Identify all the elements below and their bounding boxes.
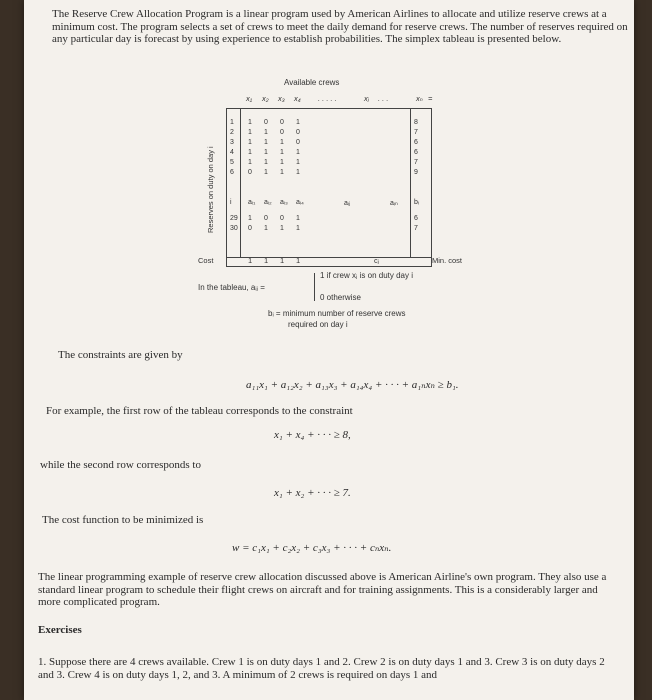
tableau-cell: 1 [280, 159, 284, 166]
row-label: 1 [230, 119, 234, 126]
tableau-cell: 1 [296, 215, 300, 222]
col-head: xₙ [416, 94, 423, 103]
tableau-grid [226, 108, 432, 258]
tableau-cell: 1 [264, 225, 268, 232]
col-head: . . . [378, 94, 389, 103]
b-definition: bᵢ = minimum number of reserve crews [268, 309, 406, 318]
rhs-value: 9 [414, 169, 418, 176]
row-label: 30 [230, 225, 238, 232]
cost-cell: 1 [296, 256, 301, 265]
rhs-value: 6 [414, 215, 418, 222]
tableau-title: Available crews [284, 78, 340, 87]
rhs-value: bᵢ [414, 199, 419, 206]
row-label: i [230, 199, 232, 206]
tableau-cell: 1 [296, 149, 300, 156]
tableau-cell: 1 [248, 159, 252, 166]
cost-cell: 1 [248, 256, 253, 265]
tableau-cell: 1 [280, 139, 284, 146]
tableau-cell: 1 [296, 159, 300, 166]
rhs-value: 8 [414, 119, 418, 126]
tableau-cell-aij: aᵢⱼ [344, 200, 351, 207]
col-head: x₂ [262, 94, 269, 103]
tableau-cell: 1 [264, 139, 268, 146]
rhs-value: 6 [414, 149, 418, 156]
tableau-cell: aᵢ₃ [280, 199, 288, 206]
tableau-cell: 1 [264, 149, 268, 156]
cost-label: Cost [198, 256, 214, 265]
rhs-value: 6 [414, 139, 418, 146]
tableau-cell: 0 [280, 129, 284, 136]
constraint-equation: a₁₁x₁ + a₁₂x₂ + a₁₃x₃ + a₁₄x₄ + · · · + a₁ₙxₙ ≥ b₁. [246, 379, 459, 391]
tableau-cell: 1 [248, 119, 252, 126]
cost-cj: cⱼ [374, 256, 380, 265]
tableau-cell: 1 [264, 129, 268, 136]
row-label-divider [240, 108, 241, 257]
second-row-text: while the second row corresponds to [40, 459, 201, 471]
tableau-cell: 1 [296, 169, 300, 176]
textbook-page [24, 0, 634, 700]
col-head: . . . . . [318, 94, 337, 103]
tableau-cell: 0 [264, 215, 268, 222]
intro-paragraph: The Reserve Crew Allocation Program is a linear program used by American Airlines to allocate and utilize reserve crews at a minimum cost. The program selects a set of crews to meet the daily demand for reserve crews. The number of reserves required on any particular day is forecast by using experience to establish probabilities. The simplex tableau is presented below. [52, 8, 628, 45]
tableau-cell: 0 [280, 119, 284, 126]
cost-intro: The cost function to be minimized is [42, 514, 204, 526]
definition-lead: In the tableau, aᵢⱼ = [198, 283, 265, 292]
closing-paragraph: The linear programming example of reserve crew allocation discussed above is American Airline's own program. They also use a standard linear program to schedule their flight crews on aircraft and for training assignments. This is a considerably larger and more complicated program. [38, 571, 607, 608]
col-head: x₃ [278, 94, 285, 103]
tableau-cell: aᵢ₁ [248, 199, 256, 206]
tableau-cell: 0 [248, 169, 252, 176]
tableau-cell: 1 [264, 159, 268, 166]
tableau-cell: 1 [296, 225, 300, 232]
tableau-cell: 1 [248, 139, 252, 146]
row-label: 6 [230, 169, 234, 176]
tableau-cell: 1 [296, 119, 300, 126]
tableau-cell: 1 [280, 169, 284, 176]
tableau-cell: 1 [248, 149, 252, 156]
min-cost-label: Min. cost [432, 256, 463, 265]
rhs-value: 7 [414, 225, 418, 232]
col-head: = [428, 94, 433, 103]
exercise-1: 1. Suppose there are 4 crews available. Crew 1 is on duty days 1 and 2. Crew 2 is on duty days 1 and 3. Crew 3 is on duty days 2 and 3. Crew 4 is on duty days 1, 2, and 3. A minimum of 2 crews is required on days 1 and [38, 656, 605, 681]
equation-row-1: x₁ + x₄ + · · · ≥ 8, [274, 429, 351, 441]
definition-case-1: 1 if crew xⱼ is on duty day i [320, 271, 413, 280]
tableau-cell: 0 [264, 119, 268, 126]
row-label: 3 [230, 139, 234, 146]
tableau-cell: 0 [296, 129, 300, 136]
rhs-value: 7 [414, 129, 418, 136]
row-label: 4 [230, 149, 234, 156]
row-label: 29 [230, 215, 238, 222]
tableau-cell: aᵢ₂ [264, 199, 272, 206]
tableau-cell: 1 [248, 129, 252, 136]
col-head: x₁ [246, 94, 253, 103]
tableau-cell-ain: aᵢₙ [390, 200, 398, 207]
rhs-divider [410, 108, 411, 257]
cost-function: w = c₁x₁ + c₂x₂ + c₃x₃ + · · · + cₙxₙ. [232, 542, 392, 554]
example-intro: For example, the first row of the tableau corresponds to the constraint [46, 405, 353, 417]
row-axis-label: Reserves on duty on day i [206, 146, 215, 233]
tableau-cell: 1 [280, 225, 284, 232]
rhs-value: 7 [414, 159, 418, 166]
row-label: 2 [230, 129, 234, 136]
tableau-cell: aᵢ₄ [296, 199, 304, 206]
b-definition-cont: required on day i [288, 320, 348, 329]
tableau-cell: 0 [248, 225, 252, 232]
exercises-heading: Exercises [38, 624, 82, 636]
tableau-cell: 1 [264, 169, 268, 176]
definition-case-2: 0 otherwise [320, 293, 361, 302]
col-head: xⱼ [364, 94, 370, 103]
tableau-cell: 1 [248, 215, 252, 222]
tableau-cell: 0 [280, 215, 284, 222]
row-label: 5 [230, 159, 234, 166]
cost-cell: 1 [264, 256, 269, 265]
constraints-intro: The constraints are given by [58, 349, 183, 361]
tableau-cell: 0 [296, 139, 300, 146]
simplex-tableau [194, 78, 484, 278]
cost-row-box [226, 256, 432, 267]
cost-cell: 1 [280, 256, 285, 265]
col-head: x₄ [294, 94, 301, 103]
equation-row-2: x₁ + x₂ + · · · ≥ 7. [274, 487, 351, 499]
tableau-cell: 1 [280, 149, 284, 156]
